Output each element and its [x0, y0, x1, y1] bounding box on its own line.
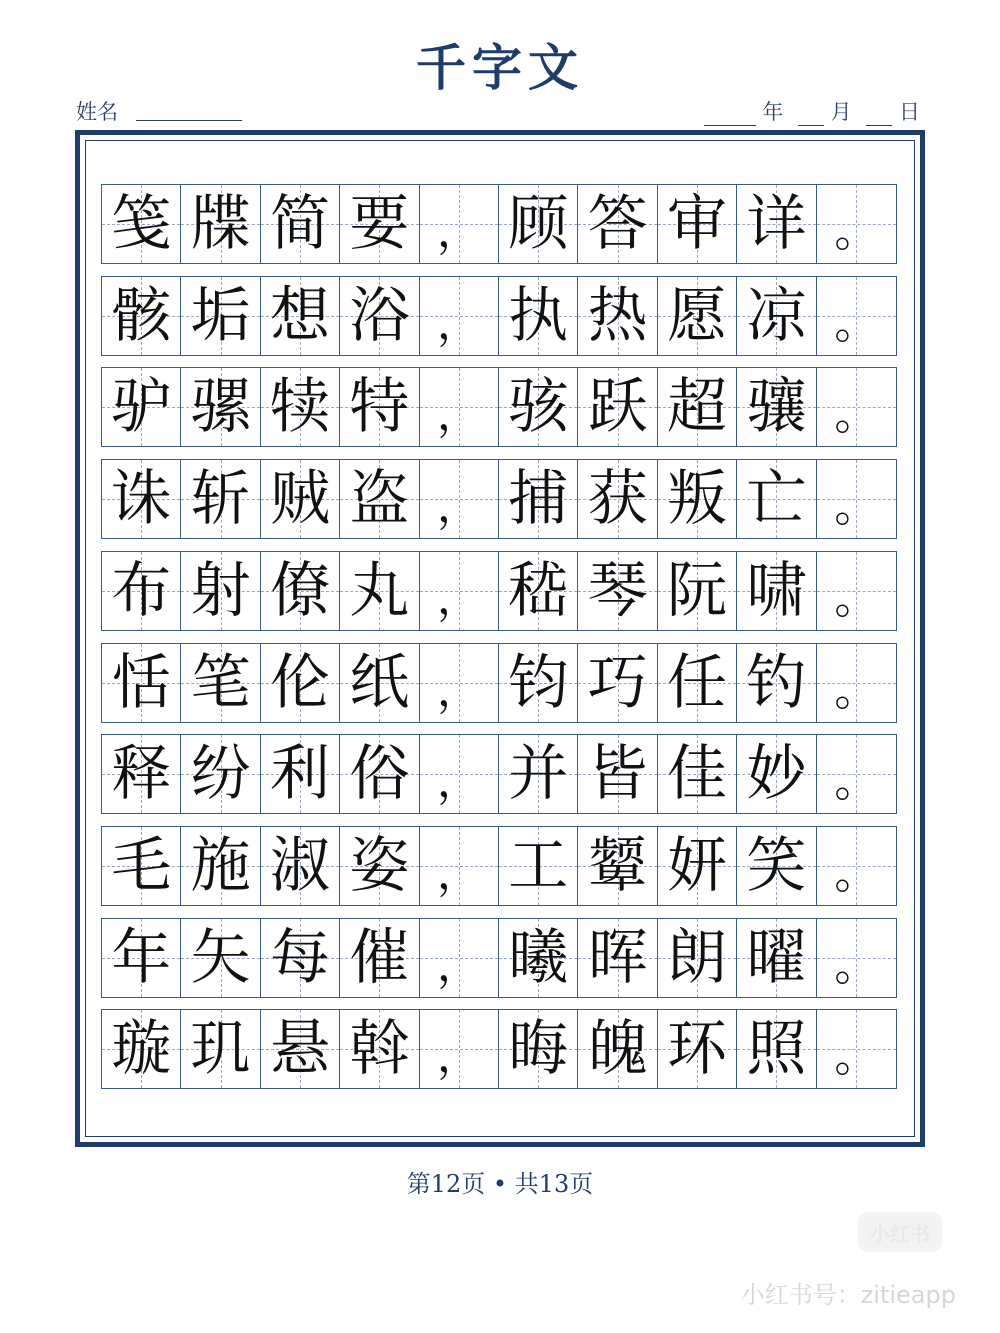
character: 射 — [190, 555, 251, 626]
character: 曜 — [746, 922, 807, 993]
character-cell — [737, 277, 816, 355]
character-cell — [340, 185, 419, 263]
punctuation-mark: 。 — [834, 847, 879, 899]
character: 妙 — [746, 739, 807, 810]
punctuation-mark: 。 — [834, 572, 879, 624]
character: 钓 — [746, 647, 807, 718]
character: 朗 — [667, 922, 728, 993]
day-blank[interactable] — [866, 105, 892, 126]
character-cell — [261, 185, 340, 263]
character: 年 — [111, 922, 172, 993]
grid-row — [101, 826, 897, 906]
punctuation-cell — [420, 368, 499, 446]
date-field — [704, 96, 920, 126]
character-cell — [737, 1010, 816, 1088]
grid-row — [101, 276, 897, 356]
character: 笔 — [190, 647, 251, 718]
grid-row — [101, 184, 897, 264]
punctuation-mark: 。 — [834, 297, 879, 349]
character: 跃 — [587, 372, 648, 443]
character-cell — [578, 827, 657, 905]
character: 骸 — [111, 280, 172, 351]
character: 催 — [349, 922, 410, 993]
character-cell — [340, 644, 419, 722]
character-cell — [102, 552, 181, 630]
punctuation-cell — [420, 644, 499, 722]
punctuation-cell — [420, 1010, 499, 1088]
character-cell — [499, 185, 578, 263]
character: 工 — [508, 830, 569, 901]
character-cell — [737, 552, 816, 630]
character: 任 — [667, 647, 728, 718]
name-label: 姓名 — [76, 100, 118, 124]
character-cell — [499, 277, 578, 355]
character-cell — [340, 827, 419, 905]
character-cell — [737, 827, 816, 905]
punctuation-cell — [420, 185, 499, 263]
punctuation-mark: ， — [436, 1031, 481, 1083]
character: 嵇 — [508, 555, 569, 626]
punctuation-cell — [420, 827, 499, 905]
character-cell — [737, 644, 816, 722]
character: 僚 — [270, 555, 331, 626]
punctuation-cell — [817, 827, 896, 905]
character-cell — [658, 827, 737, 905]
punctuation-mark: ， — [436, 481, 481, 533]
character-cell — [499, 735, 578, 813]
grid-row — [101, 551, 897, 631]
character-cell — [261, 277, 340, 355]
character-cell — [181, 735, 260, 813]
character: 姿 — [349, 830, 410, 901]
character: 皆 — [587, 739, 648, 810]
character: 犊 — [270, 372, 331, 443]
punctuation-cell — [817, 644, 896, 722]
punctuation-cell — [420, 460, 499, 538]
character: 俗 — [349, 739, 410, 810]
character: 璇 — [111, 1014, 172, 1085]
character-cell — [261, 1010, 340, 1088]
character-cell — [340, 277, 419, 355]
character: 每 — [270, 922, 331, 993]
character-cell — [340, 460, 419, 538]
grid-row — [101, 367, 897, 447]
character-cell — [181, 185, 260, 263]
character: 利 — [270, 739, 331, 810]
character: 驴 — [111, 372, 172, 443]
character: 佳 — [667, 739, 728, 810]
grid-row — [101, 918, 897, 998]
character-cell — [261, 552, 340, 630]
character-cell — [181, 1010, 260, 1088]
character: 骡 — [190, 372, 251, 443]
punctuation-cell — [817, 460, 896, 538]
character-cell — [578, 368, 657, 446]
character: 释 — [111, 739, 172, 810]
character-cell — [261, 735, 340, 813]
character-cell — [102, 185, 181, 263]
character-cell — [499, 644, 578, 722]
punctuation-mark: ， — [436, 389, 481, 441]
character: 骇 — [508, 372, 569, 443]
punctuation-cell — [420, 277, 499, 355]
watermark-logo: 小红书 — [858, 1212, 942, 1252]
character-cell — [737, 460, 816, 538]
character: 颦 — [587, 830, 648, 901]
character: 斩 — [190, 464, 251, 535]
character-cell — [102, 644, 181, 722]
character: 妍 — [667, 830, 728, 901]
character: 丸 — [349, 555, 410, 626]
character: 并 — [508, 739, 569, 810]
character-cell — [181, 368, 260, 446]
character: 叛 — [667, 464, 728, 535]
character-cell — [578, 460, 657, 538]
character-cell — [181, 552, 260, 630]
month-label: 月 — [830, 100, 852, 124]
grid-row — [101, 643, 897, 723]
character-cell — [181, 827, 260, 905]
character-cell — [499, 368, 578, 446]
character: 捕 — [508, 464, 569, 535]
character: 牒 — [190, 189, 251, 259]
punctuation-cell — [817, 368, 896, 446]
character-cell — [578, 919, 657, 997]
character-cell — [102, 1010, 181, 1088]
character-cell — [340, 919, 419, 997]
character: 钧 — [508, 647, 569, 718]
character: 阮 — [667, 555, 728, 626]
character-cell — [499, 1010, 578, 1088]
character: 环 — [667, 1014, 728, 1085]
watermark-text: 小红书号：zitieapp — [740, 1281, 956, 1309]
grid-row — [101, 1009, 897, 1089]
punctuation-cell — [817, 735, 896, 813]
character-cell — [658, 1010, 737, 1088]
punctuation-mark: 。 — [834, 206, 879, 257]
character-cell — [261, 919, 340, 997]
character-cell — [102, 368, 181, 446]
character: 布 — [111, 555, 172, 626]
character-cell — [181, 460, 260, 538]
character: 获 — [587, 464, 648, 535]
year-blank[interactable] — [704, 105, 756, 126]
character: 浴 — [349, 280, 410, 351]
character-cell — [499, 552, 578, 630]
character: 详 — [746, 189, 807, 259]
character: 垢 — [190, 280, 251, 351]
character-cell — [261, 368, 340, 446]
punctuation-cell — [420, 735, 499, 813]
character-cell — [737, 919, 816, 997]
punctuation-cell — [420, 552, 499, 630]
punctuation-mark: 。 — [834, 756, 879, 808]
character: 笺 — [111, 189, 172, 259]
character-cell — [658, 368, 737, 446]
punctuation-cell — [817, 185, 896, 263]
character-cell — [340, 1010, 419, 1088]
punctuation-mark: 。 — [834, 1031, 879, 1083]
punctuation-mark: ， — [436, 756, 481, 808]
character-cell — [578, 1010, 657, 1088]
character-cell — [102, 460, 181, 538]
month-blank[interactable] — [798, 105, 824, 126]
grid-row — [101, 734, 897, 814]
character: 施 — [190, 830, 251, 901]
character: 纸 — [349, 647, 410, 718]
day-label: 日 — [899, 100, 920, 124]
character-cell — [737, 185, 816, 263]
character-cell — [340, 735, 419, 813]
year-label: 年 — [762, 100, 784, 124]
punctuation-mark: ， — [436, 847, 481, 899]
character-cell — [499, 460, 578, 538]
character-cell — [737, 735, 816, 813]
character: 要 — [349, 189, 410, 259]
character: 贼 — [270, 464, 331, 535]
character: 伦 — [270, 647, 331, 718]
character-cell — [499, 827, 578, 905]
character: 骧 — [746, 372, 807, 443]
punctuation-mark: ， — [436, 572, 481, 624]
character: 巧 — [587, 647, 648, 718]
character: 照 — [746, 1014, 807, 1085]
character: 特 — [349, 372, 410, 443]
character: 悬 — [270, 1014, 331, 1085]
character: 热 — [587, 280, 648, 351]
character: 淑 — [270, 830, 331, 901]
punctuation-mark: ， — [436, 939, 481, 991]
punctuation-cell — [420, 919, 499, 997]
character: 亡 — [746, 464, 807, 535]
character-cell — [340, 552, 419, 630]
punctuation-cell — [817, 919, 896, 997]
character: 审 — [667, 189, 728, 259]
punctuation-cell — [817, 1010, 896, 1088]
character: 矢 — [190, 922, 251, 993]
character-cell — [737, 368, 816, 446]
grid-row — [101, 459, 897, 539]
character: 魄 — [587, 1014, 648, 1085]
character-cell — [658, 185, 737, 263]
punctuation-mark: ， — [436, 664, 481, 716]
character: 琴 — [587, 555, 648, 626]
character: 超 — [667, 372, 728, 443]
character: 盗 — [349, 464, 410, 535]
character: 晦 — [508, 1014, 569, 1085]
punctuation-mark: 。 — [834, 389, 879, 441]
page-number: 第12页 • 共13页 — [406, 1170, 594, 1198]
character: 斡 — [349, 1014, 410, 1085]
character: 毛 — [111, 830, 172, 901]
character-cell — [578, 735, 657, 813]
name-blank-line[interactable] — [136, 120, 242, 121]
character-cell — [578, 644, 657, 722]
character-cell — [181, 277, 260, 355]
character-cell — [658, 277, 737, 355]
page-title: 千字文 — [416, 39, 584, 97]
character-cell — [658, 919, 737, 997]
character-cell — [578, 185, 657, 263]
character: 顾 — [508, 189, 569, 259]
character-cell — [102, 277, 181, 355]
character: 凉 — [746, 280, 807, 351]
character: 想 — [270, 280, 331, 351]
character: 答 — [587, 189, 648, 259]
character: 玑 — [190, 1014, 251, 1085]
punctuation-mark: 。 — [834, 481, 879, 533]
character-cell — [658, 644, 737, 722]
character-cell — [181, 644, 260, 722]
punctuation-cell — [817, 277, 896, 355]
character-cell — [261, 827, 340, 905]
character-cell — [499, 919, 578, 997]
character-cell — [578, 552, 657, 630]
character: 晖 — [587, 922, 648, 993]
punctuation-cell — [817, 552, 896, 630]
punctuation-mark: 。 — [834, 939, 879, 991]
character-cell — [102, 735, 181, 813]
character-cell — [102, 919, 181, 997]
character: 恬 — [111, 647, 172, 718]
character-cell — [102, 827, 181, 905]
punctuation-mark: ， — [436, 297, 481, 349]
character-cell — [261, 644, 340, 722]
character: 纷 — [190, 739, 251, 810]
character: 笑 — [746, 830, 807, 901]
character-cell — [658, 460, 737, 538]
character-cell — [181, 919, 260, 997]
character: 诛 — [111, 464, 172, 535]
character: 啸 — [746, 555, 807, 626]
punctuation-mark: 。 — [834, 664, 879, 716]
character: 愿 — [667, 280, 728, 351]
character-cell — [340, 368, 419, 446]
character: 执 — [508, 280, 569, 351]
character: 曦 — [508, 922, 569, 993]
character-cell — [261, 460, 340, 538]
character-cell — [578, 277, 657, 355]
punctuation-mark: ， — [436, 206, 481, 257]
character: 简 — [270, 189, 331, 259]
character-cell — [658, 735, 737, 813]
character-cell — [658, 552, 737, 630]
